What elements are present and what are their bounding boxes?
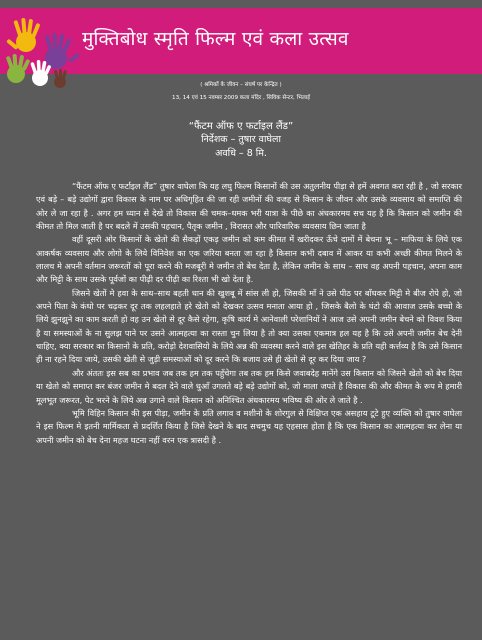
article-paragraph: “फैंटम ऑफ ए फर्टाइल लैंड” तुषार वाघेला कि यह लघु फिल्म किसानों की उस अतुलनीय पीड़ा से हमें अवगत करा रही है , जो सरकार एवं बड़े – बड़े उद्योगों द्वारा विकास के नाम पर अधिगृहित की जा रही जमीनों की वजह से किसान के जीवन और उसके व्यवसाय को समाप्ति की ओर ले जा रहा है . अगर हम ध्यान से देखे तो विकास की चमक–धमक भरी यात्रा के पीछे का अंधकारमय सच यह है कि किसान को जमीन की कीमत तो मिल जाती है पर बदले में उसकी पहचान, पैतृक जमीन , विरासत और पारिवारिक व्यवसाय छिन जाता है xyxy=(36,181,462,232)
yellow-hand-icon xyxy=(6,18,40,52)
article-paragraph: जिसने खेतों मे हवा के साथ–साथ बहती धान की खुशबू में सांस ली हो, जिसकी माँ ने उसे पीठ पर बाँधकर मिट्टी मे बीज रोपे हो, जो अपने पिता के कंधो पर चढ़कर दूर तक लहलहाते हरे खेतो को देखकर उत्सव मनाता आया हो , जिसके बैलो के घंटो की आवाज उसके बच्चो के लिये झुनझुने का काम करती हो वह उन खेतो से दूर कैसे रहेगा, कृषि कार्य मे आनेवाली परेशानियों ने आज उसे अपनी जमीन बेचने को विवश किया है या समस्याओं के ना सुलझ पाने पर उसने आत्महत्या का रास्ता चुन लिया है तो क्या उसका एकमात्र हल यह है कि उसे अपनी जमीन बेच देनी चाहिए, क्या सरकार का किसानो के प्रति, करोड़ो देशवासियो के लिये अन्न की व्यवस्था करने वाले इस खेतिहर के प्रति यही कर्त्तव्य है कि उसे किसान ही ना रहने दिया जाये, उसकी खेती से जुड़ी समस्याओं को दूर करने कि बजाय उसे ही खेतो से दूर कर दिया जाय ? xyxy=(36,287,462,365)
article-paragraph: और अंततः इस सब का प्रभाव जब तक हम तक पहुँचेगा तब तक हम किसे जवाबदेह मानेंगे उस किसान को जिसने खेतो को बेच दिया या खेतो को समाप्त कर बंजर जमीन मे बदल देने वाले धुआँ उगलते बड़े बड़े उद्योगों को, जो माला जपते है विकास की और कीमत के रूप मे हमारी मूलभूत जरूरत, पेट भरने के लिये अन्न उगाने वाले किसान को अनिश्चित अंधकारमय भविष्य की ओर ले जाते है . xyxy=(36,367,462,405)
purple-hand-icon xyxy=(45,33,80,69)
festival-tagline: ( श्रमिकों के जीवन – संघर्ष पर केन्द्रित ) xyxy=(200,82,282,88)
film-title: “फैंटम ऑफ ए फर्टाइल लैंड” xyxy=(188,121,294,132)
festival-dates-venue: 13, 14 एवं 15 नवम्बर 2009 कला मंदिर , सिविक सेन्टर, भिलाई xyxy=(172,95,310,101)
film-director: निर्देशक – तुषार वाघेला xyxy=(201,134,281,145)
article-paragraph: भूमि विहिन किसान की इस पीड़ा, जमीन के प्रति लगाव व मशीनो के शोरगुल से विक्षिप्त एक असहाय टूटे हुए व्यक्ति को तुषार वाघेला ने इस फिल्म मे इतनी मार्मिकता से प्रदर्शित किया है जिसे देखने के बाद सचमुच यह एहसास होता है कि एक किसान का आत्महत्या कर लेना या अपनी जमीन को बेच देना महज घटना नहीं वरन एक त्रासदी है . xyxy=(36,407,462,445)
festival-title: मुक्तिबोध स्मृति फिल्म एवं कला उत्सव xyxy=(82,28,349,50)
article-body xyxy=(36,180,462,447)
article-paragraph: वहीं दूसरी ओर किसानों के खेतो की सैकड़ों एकड़ जमीन को कम कीमत में खरीदकर ऊँचे दामों में बेचना भू – माफिया के लिये एक आकर्षक व्यवसाय और लोगो के लिये विनिवेश का एक जरिया बनता जा रहा है किसान कभी दबाव में आकर या कभी अच्छी कीमत मिलने के लालच मे अपनी वर्तमान जरूरतों को पूरा करने की मजबूरी मे जमीन तो बेच देता है, लेकिन जमीन के साथ – साथ वह अपनी पहचान, अपना काम और मिट्टी के साथ उसके पूर्वजों का पीढ़ी दर पीढ़ी का रिश्ता भी खो देता है. xyxy=(36,234,462,285)
film-duration: अवधि – 8 मि. xyxy=(215,148,267,159)
green-hand-icon xyxy=(6,54,31,83)
